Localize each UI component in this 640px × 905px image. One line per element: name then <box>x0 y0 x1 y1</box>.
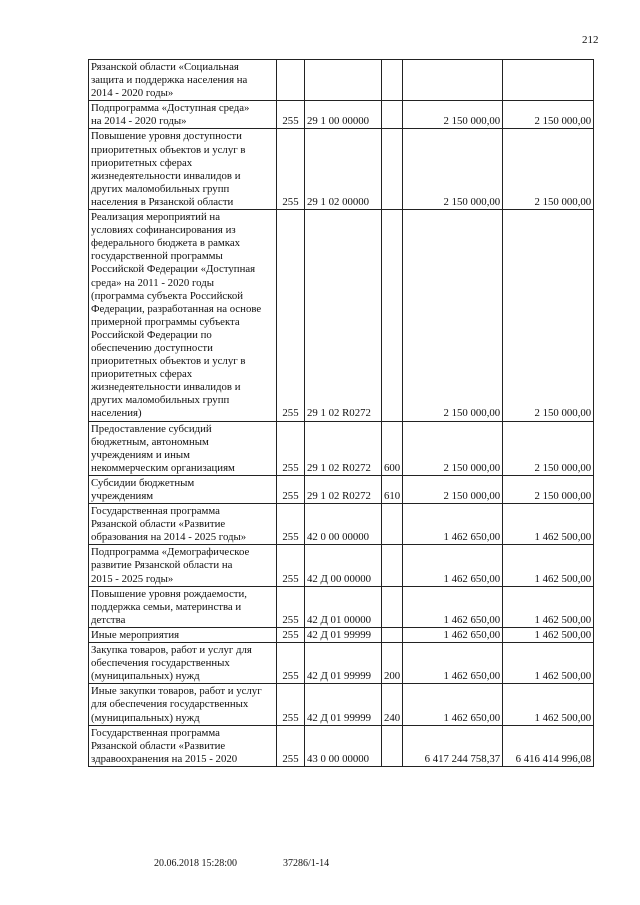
cell-amount-2019: 2 150 000,00 <box>403 210 503 422</box>
cell-expense-type <box>382 60 403 101</box>
cell-target-article: 42 Д 00 00000 <box>305 545 382 586</box>
cell-ved-code: 255 <box>277 643 305 684</box>
cell-amount-2019 <box>403 60 503 101</box>
cell-target-article <box>305 60 382 101</box>
cell-name: Закупка товаров, работ и услуг для обеспечения государственных (муниципальных) нужд <box>89 643 277 684</box>
cell-amount-2020: 2 150 000,00 <box>503 129 594 210</box>
cell-expense-type: 600 <box>382 421 403 475</box>
budget-table-body <box>89 60 594 767</box>
cell-expense-type <box>382 129 403 210</box>
cell-amount-2020: 1 462 500,00 <box>503 504 594 545</box>
cell-target-article: 43 0 00 00000 <box>305 725 382 766</box>
cell-target-article: 42 Д 01 00000 <box>305 586 382 627</box>
cell-name: Иные закупки товаров, работ и услуг для обеспечения государственных (муниципальных) нужд <box>89 684 277 725</box>
cell-name: Рязанской области «Социальная защита и поддержка населения на 2014 - 2020 годы» <box>89 60 277 101</box>
cell-ved-code: 255 <box>277 475 305 503</box>
cell-expense-type <box>382 545 403 586</box>
cell-ved-code: 255 <box>277 210 305 422</box>
cell-amount-2020: 1 462 500,00 <box>503 545 594 586</box>
table-row <box>89 586 594 627</box>
cell-amount-2019: 1 462 650,00 <box>403 586 503 627</box>
table-row <box>89 684 594 725</box>
cell-amount-2019: 1 462 650,00 <box>403 684 503 725</box>
cell-ved-code: 255 <box>277 627 305 642</box>
cell-amount-2020: 1 462 500,00 <box>503 643 594 684</box>
cell-name: Государственная программа Рязанской области «Развитие здравоохранения на 2015 - 2020 <box>89 725 277 766</box>
footer-datetime: 20.06.2018 15:28:00 <box>154 858 238 869</box>
cell-amount-2020: 6 416 414 996,08 <box>503 725 594 766</box>
cell-ved-code: 255 <box>277 545 305 586</box>
cell-ved-code: 255 <box>277 725 305 766</box>
cell-amount-2019: 2 150 000,00 <box>403 475 503 503</box>
cell-name: Подпрограмма «Доступная среда» на 2014 - 2020 годы» <box>89 101 277 129</box>
cell-amount-2019: 1 462 650,00 <box>403 545 503 586</box>
cell-amount-2019: 6 417 244 758,37 <box>403 725 503 766</box>
cell-amount-2020: 1 462 500,00 <box>503 627 594 642</box>
cell-name: Государственная программа Рязанской области «Развитие образования на 2014 - 2025 годы» <box>89 504 277 545</box>
cell-name: Реализация мероприятий на условиях софинансирования из федерального бюджета в рамках государственной программы Российской Федерации «Доступная среда» на 2011 - 2020 годы (программа субъекта Российской Федерации, разработанная на основе примерной программы субъекта Российской Федерации по обеспечению доступности приоритетных объектов и услуг в приоритетных сферах жизнедеятельности инвалидов и других маломобильных групп населения) <box>89 210 277 422</box>
cell-amount-2019: 1 462 650,00 <box>403 627 503 642</box>
cell-amount-2020 <box>503 60 594 101</box>
cell-expense-type <box>382 101 403 129</box>
cell-ved-code <box>277 60 305 101</box>
cell-amount-2020: 2 150 000,00 <box>503 421 594 475</box>
cell-amount-2020: 2 150 000,00 <box>503 475 594 503</box>
cell-ved-code: 255 <box>277 684 305 725</box>
cell-target-article: 29 1 02 R0272 <box>305 421 382 475</box>
cell-expense-type <box>382 504 403 545</box>
cell-amount-2019: 1 462 650,00 <box>403 643 503 684</box>
cell-name: Повышение уровня рождаемости, поддержка семьи, материнства и детства <box>89 586 277 627</box>
cell-amount-2019: 2 150 000,00 <box>403 421 503 475</box>
table-row <box>89 627 594 642</box>
table-row <box>89 210 594 422</box>
cell-target-article: 29 1 00 00000 <box>305 101 382 129</box>
cell-name: Иные мероприятия <box>89 627 277 642</box>
cell-target-article: 42 Д 01 99999 <box>305 627 382 642</box>
footer-document-number: 37286/1-14 <box>283 858 330 869</box>
cell-name: Подпрограмма «Демографическое развитие Рязанской области на 2015 - 2025 годы» <box>89 545 277 586</box>
table-row <box>89 504 594 545</box>
cell-expense-type <box>382 210 403 422</box>
table-row <box>89 129 594 210</box>
cell-ved-code: 255 <box>277 504 305 545</box>
cell-target-article: 29 1 02 00000 <box>305 129 382 210</box>
table-row <box>89 60 594 101</box>
cell-amount-2019: 2 150 000,00 <box>403 101 503 129</box>
table-row <box>89 475 594 503</box>
cell-amount-2020: 1 462 500,00 <box>503 684 594 725</box>
cell-target-article: 42 0 00 00000 <box>305 504 382 545</box>
cell-ved-code: 255 <box>277 421 305 475</box>
cell-amount-2020: 1 462 500,00 <box>503 586 594 627</box>
cell-amount-2019: 1 462 650,00 <box>403 504 503 545</box>
cell-ved-code: 255 <box>277 586 305 627</box>
cell-amount-2019: 2 150 000,00 <box>403 129 503 210</box>
budget-table <box>88 59 594 767</box>
cell-expense-type: 200 <box>382 643 403 684</box>
cell-target-article: 29 1 02 R0272 <box>305 210 382 422</box>
cell-expense-type <box>382 586 403 627</box>
cell-target-article: 29 1 02 R0272 <box>305 475 382 503</box>
page-number: 212 <box>582 34 599 46</box>
cell-expense-type <box>382 725 403 766</box>
cell-ved-code: 255 <box>277 101 305 129</box>
cell-name: Предоставление субсидий бюджетным, автономным учреждениям и иным некоммерческим организациям <box>89 421 277 475</box>
table-row <box>89 421 594 475</box>
table-row <box>89 643 594 684</box>
cell-expense-type: 240 <box>382 684 403 725</box>
table-row <box>89 101 594 129</box>
cell-name: Субсидии бюджетным учреждениям <box>89 475 277 503</box>
table-row <box>89 725 594 766</box>
table-row <box>89 545 594 586</box>
cell-name: Повышение уровня доступности приоритетных объектов и услуг в приоритетных сферах жизнедеятельности инвалидов и других маломобильных групп населения в Рязанской области <box>89 129 277 210</box>
cell-ved-code: 255 <box>277 129 305 210</box>
cell-target-article: 42 Д 01 99999 <box>305 684 382 725</box>
cell-target-article: 42 Д 01 99999 <box>305 643 382 684</box>
cell-amount-2020: 2 150 000,00 <box>503 101 594 129</box>
cell-expense-type: 610 <box>382 475 403 503</box>
cell-expense-type <box>382 627 403 642</box>
cell-amount-2020: 2 150 000,00 <box>503 210 594 422</box>
